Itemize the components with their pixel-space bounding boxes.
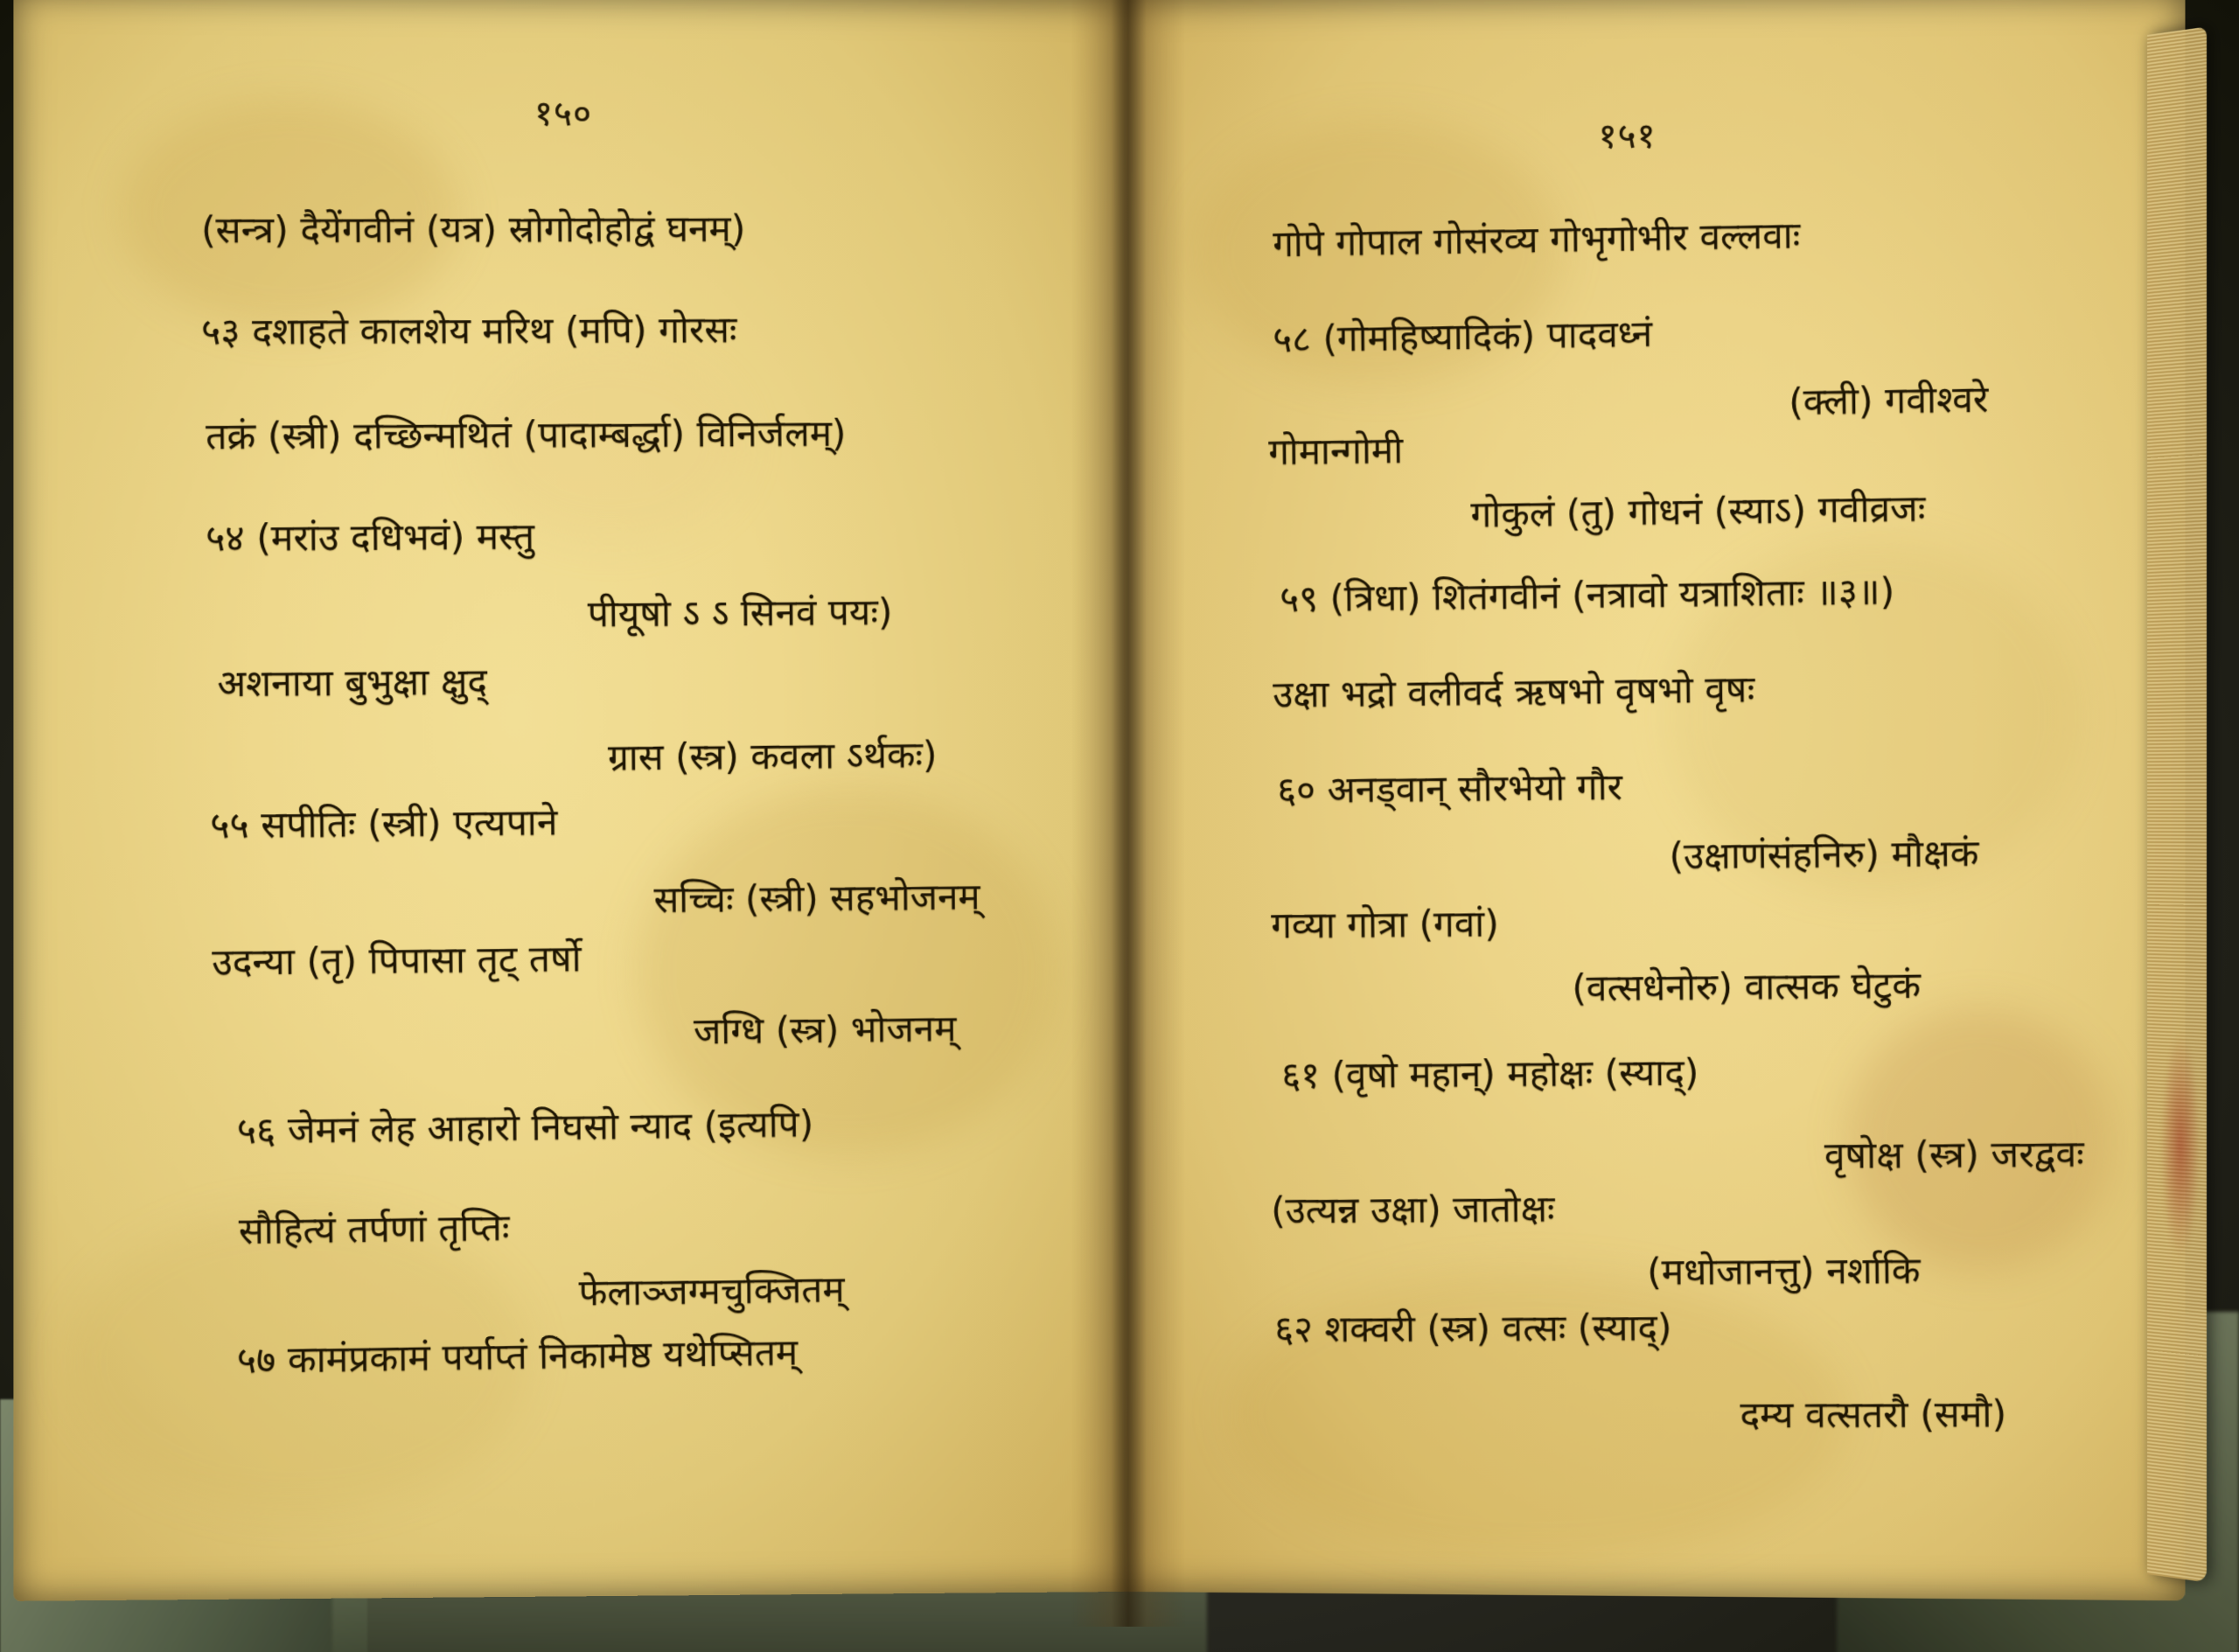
right-text-line: ६१ (वृषो महान्) महोक्षः (स्याद्): [1281, 1050, 1699, 1098]
right-text-line: गोकुलं (तु) गोधनं (स्याऽ) गवीव्रजः: [1470, 486, 1926, 536]
left-page: [13, 0, 1124, 1601]
left-text-line: सच्चिः (स्त्री) सहभोजनम्: [653, 875, 980, 922]
left-text-line: सौहित्यं तर्पणां तृप्तिः: [238, 1205, 510, 1253]
page-fore-edge: [2147, 26, 2207, 1582]
left-text-line: उदन्या (तृ) पिपासा तृट् तर्षो: [211, 937, 582, 984]
left-text-line: ग्रास (स्त्र) कवला ऽर्थकः): [607, 733, 938, 779]
left-text-line: अशनाया बुभुक्षा क्षुद्: [217, 659, 488, 706]
left-text-line: ५६ जेमनं लेह आहारो निघसो न्याद (इत्यपि): [236, 1102, 814, 1153]
right-text-line: ६२ शक्वरी (स्त्र) वत्सः (स्याद्): [1273, 1306, 1672, 1351]
right-text-line: गोमान्गोमी: [1267, 428, 1404, 474]
right-text-line: उक्षा भद्रो वलीवर्द ऋषभो वृषभो वृषः: [1272, 667, 1755, 716]
left-text-line: फेलाञ्जग्मचुक्जितम्: [578, 1267, 845, 1314]
left-text-line: तक्रं (स्त्री) दच्छिन्मथितं (पादाम्बर्द्धा) विनिर्जलम्): [205, 411, 847, 458]
right-folio-number: १५१: [1598, 115, 1657, 157]
right-text-line: (क्ली) गवीश्वरे: [1788, 377, 1989, 424]
right-text-line: गव्या गोत्रा (गवां): [1270, 902, 1500, 947]
right-text-line: ५९ (त्रिधा) शितंगवीनं (नत्रावो यत्राशिताः ॥३॥): [1280, 569, 1895, 621]
right-text-line: वृषोक्ष (स्त्र) जरद्ववः: [1824, 1132, 2085, 1177]
left-text-line: ५४ (मरांउ दधिभवं) मस्तु: [205, 514, 535, 560]
right-page: [1124, 0, 2185, 1600]
right-text-line: (मधोजानत्तु) नर्शाकि: [1646, 1248, 1921, 1293]
left-text-line: (सन्त्र) दैयेंगवीनं (यत्र) स्रोगोदोहोद्वं घनम्): [200, 206, 746, 252]
right-text-line: गोपे गोपाल गोसंरव्य गोभृगोभीर वल्लवाः: [1272, 213, 1801, 266]
right-text-line: ५८ (गोमहिष्यादिकं) पादवध्नं: [1272, 311, 1653, 361]
right-text-line: (उक्षाणंसंहनिरु) मौक्षकं: [1669, 831, 1979, 878]
left-text-line: पीयूषो ऽ ऽ सिनवं पयः): [587, 589, 893, 636]
right-text-line: दम्य वत्सतरौ (समौ): [1740, 1391, 2007, 1437]
edge-stain: [2160, 1032, 2201, 1259]
left-text-line: जग्धि (स्त्र) भोजनम्: [693, 1007, 957, 1053]
left-text-line: ५३ दशाहते कालशेय मरिथ (मपि) गोरसः: [200, 308, 737, 353]
left-folio-number: १५०: [534, 93, 593, 135]
right-text-line: (वत्सधेनोरु) वात्सक घेटुकं: [1572, 963, 1922, 1010]
right-text-line: (उत्यन्न उक्षा) जातोक्षः: [1270, 1187, 1555, 1232]
right-text-line: ६० अनड्वान् सौरभेयो गौर: [1276, 764, 1623, 812]
left-text-line: ५७ कामंप्रकामं पर्याप्तं निकामेष्ठ यथेप्सितम्: [236, 1330, 799, 1383]
open-book-spread: [26, 0, 2204, 1627]
left-text-line: ५५ सपीतिः (स्त्री) एत्यपाने: [209, 800, 558, 847]
